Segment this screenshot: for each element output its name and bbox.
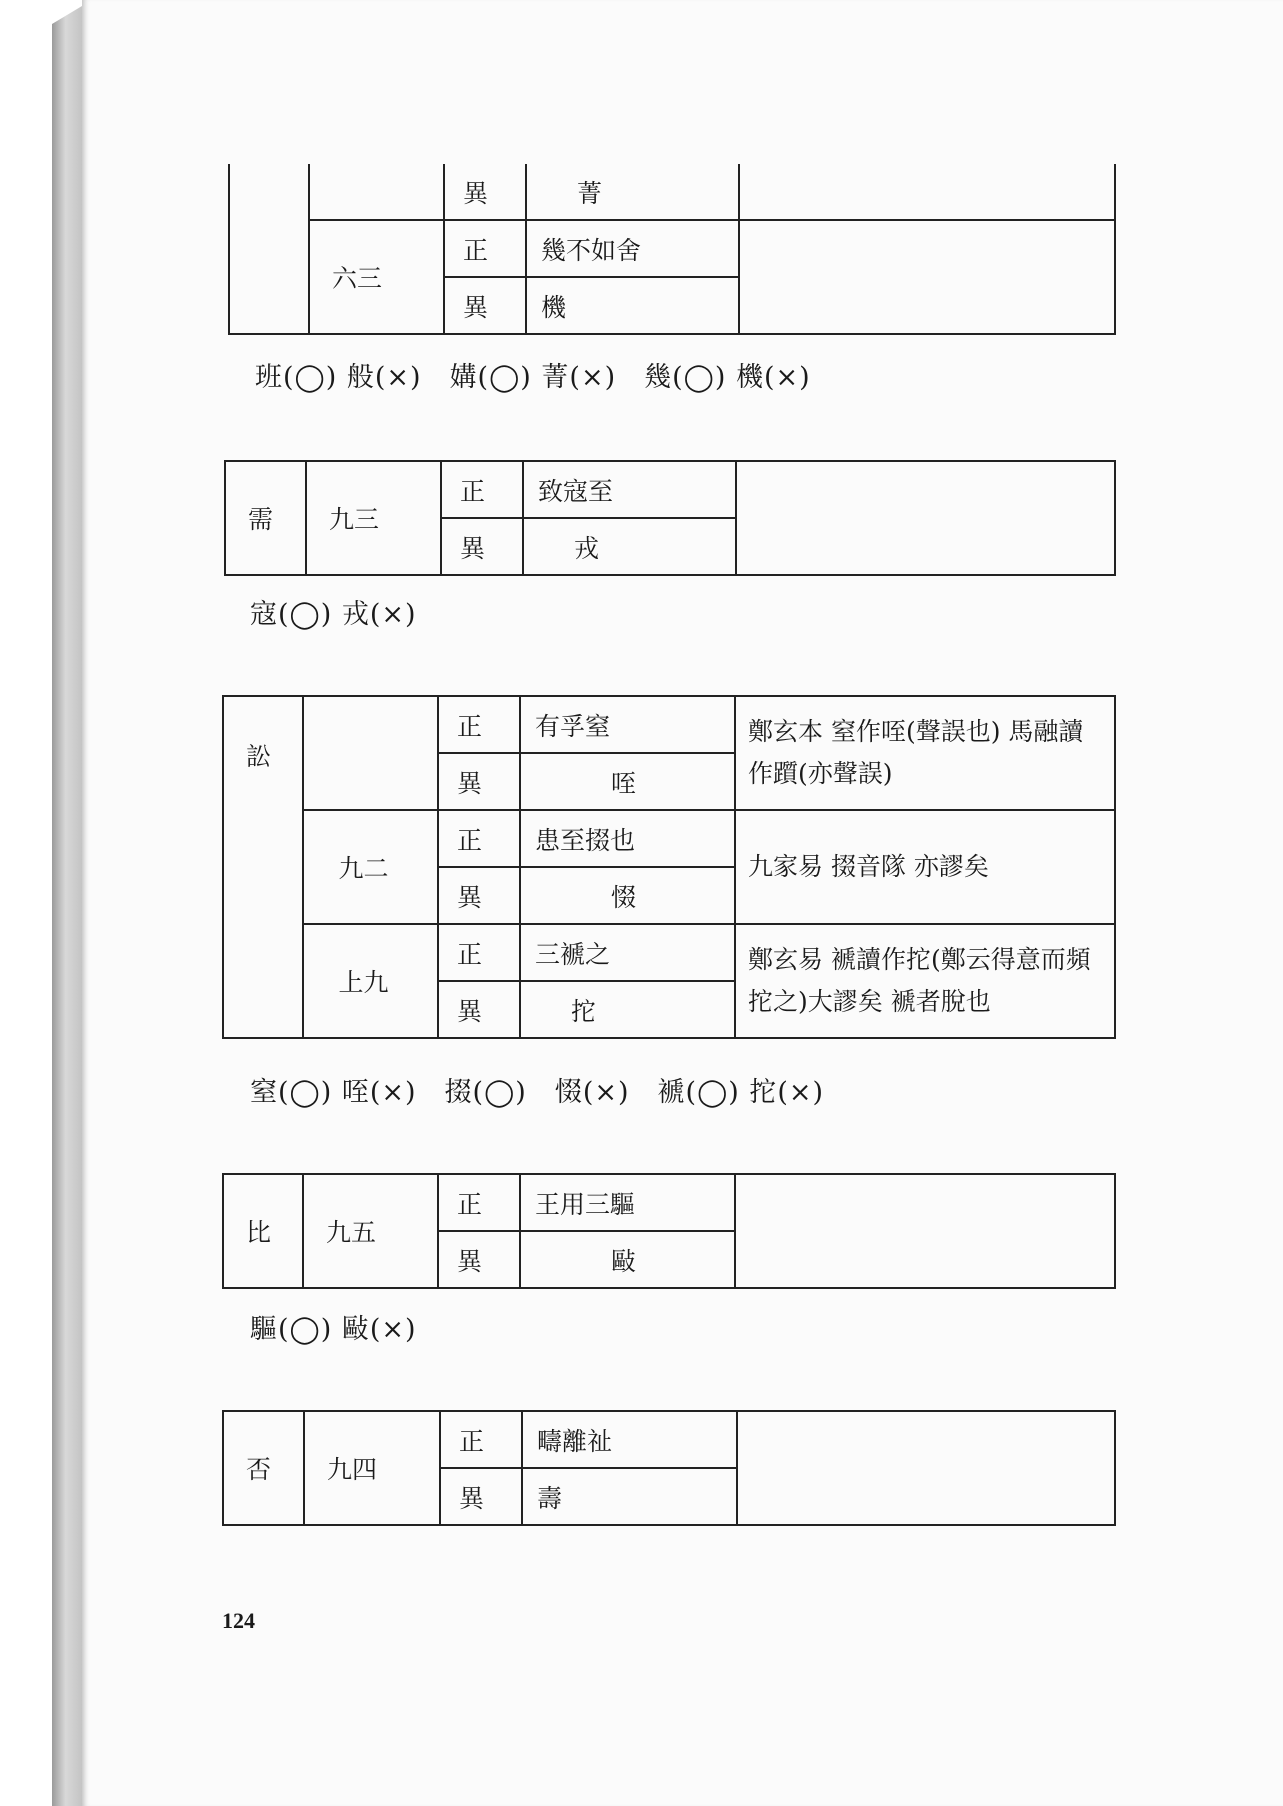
variant-table-2 <box>224 460 1116 576</box>
line-cell <box>303 696 438 810</box>
variant-text: 機 <box>526 277 739 334</box>
variant-text: 壽 <box>522 1468 737 1525</box>
variant-mark: 異 <box>444 277 526 334</box>
line-cell: 六三 <box>309 220 444 334</box>
variant-mark: 異 <box>440 1468 522 1525</box>
correct-text: 三褫之 <box>520 924 735 981</box>
correct-text: 致寇至 <box>523 461 736 518</box>
variant-mark: 異 <box>441 518 523 575</box>
comparison-line-4: 驅(◯) 敺(×) <box>250 1314 417 1345</box>
variant-text: 惙 <box>520 867 735 924</box>
correct-mark: 正 <box>438 924 520 981</box>
correct-mark: 正 <box>438 1174 520 1231</box>
variant-text: 敺 <box>520 1231 735 1288</box>
comparison-line-1: 班(◯) 般(×) 媾(◯) 菁(×) 幾(◯) 機(×) <box>255 362 811 393</box>
correct-text: 患至掇也 <box>520 810 735 867</box>
note-cell <box>739 164 1115 220</box>
variant-mark: 異 <box>438 753 520 810</box>
book-spine-edge <box>52 6 82 1806</box>
variant-mark: 異 <box>444 164 526 220</box>
correct-text: 有孚窒 <box>520 696 735 753</box>
correct-mark: 正 <box>440 1411 522 1468</box>
variant-table-1 <box>228 164 1116 335</box>
variant-text: 咥 <box>520 753 735 810</box>
comparison-line-3: 窒(◯) 咥(×) 掇(◯) 惙(×) 褫(◯) 拕(×) <box>250 1077 825 1108</box>
hexagram-cell: 訟 <box>223 696 303 1038</box>
correct-text: 疇離祉 <box>522 1411 737 1468</box>
correct-mark: 正 <box>441 461 523 518</box>
hexagram-cell <box>229 164 309 334</box>
page-number: 124 <box>222 1608 255 1633</box>
line-cell: 九二 <box>303 810 438 924</box>
note-cell: 鄭玄本 窒作咥(聲誤也) 馬融讀作躓(亦聲誤) <box>735 696 1115 810</box>
correct-mark: 正 <box>444 220 526 277</box>
hexagram-cell: 比 <box>223 1174 303 1288</box>
variant-text: 戎 <box>523 518 736 575</box>
correct-text: 王用三驅 <box>520 1174 735 1231</box>
note-cell: 九家易 掇音隊 亦謬矣 <box>735 810 1115 924</box>
line-cell: 上九 <box>303 924 438 1038</box>
correct-mark: 正 <box>438 696 520 753</box>
note-cell <box>737 1411 1115 1525</box>
note-cell <box>736 461 1115 575</box>
line-cell: 九五 <box>303 1174 438 1288</box>
note-cell <box>739 220 1115 334</box>
hexagram-cell: 否 <box>223 1411 304 1525</box>
variant-table-4 <box>222 1173 1116 1289</box>
correct-mark: 正 <box>438 810 520 867</box>
variant-table-5 <box>222 1410 1116 1526</box>
variant-mark: 異 <box>438 867 520 924</box>
hexagram-cell: 需 <box>225 461 306 575</box>
line-cell <box>309 164 444 220</box>
variant-table-3 <box>222 695 1116 1039</box>
variant-mark: 異 <box>438 1231 520 1288</box>
comparison-line-2: 寇(◯) 戎(×) <box>250 599 417 630</box>
line-cell: 九三 <box>306 461 441 575</box>
note-cell <box>735 1174 1115 1288</box>
variant-text: 菁 <box>526 164 739 220</box>
line-cell: 九四 <box>304 1411 440 1525</box>
correct-text: 幾不如舍 <box>526 220 739 277</box>
variant-text: 拕 <box>520 981 735 1038</box>
variant-mark: 異 <box>438 981 520 1038</box>
note-cell: 鄭玄易 褫讀作拕(鄭云得意而頻拕之)大謬矣 褫者脫也 <box>735 924 1115 1038</box>
